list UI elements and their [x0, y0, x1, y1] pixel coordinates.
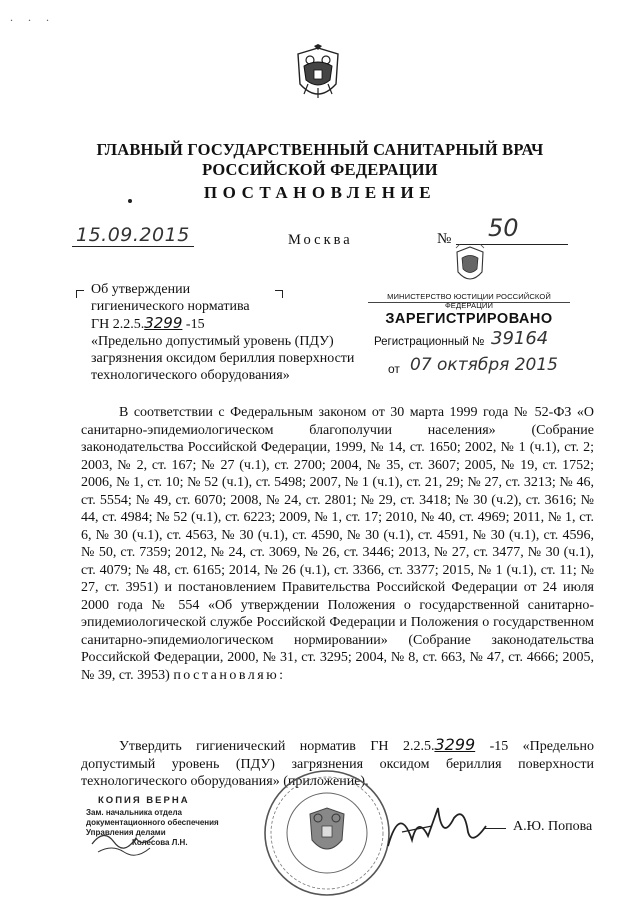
stamp-reg-label: Регистрационный №: [374, 336, 485, 348]
number-label: №: [437, 231, 452, 247]
preamble-text: В соответствии с Федеральным законом от 30 марта 1999 года № 52-ФЗ «О санитарно-эпидемиологическом благополучии населения» (Собрание законодательства Российской Федерации, 1999, № 14, ст. 1650; 2002, № 1 (ч.1), ст. 2; 2003, № 2, ст. 167; № 27 (ч.1), ст. 2700; 2004, № 35, ст. 3607; 2005, № 19, ст. 1752; 2006, № 1, ст. 10; № 52 (ч.1), ст. 5498; 2007, № 1 (ч.1), ст. 21, 29; № 27, ст. 3213; № 46, ст. 5554; № 49, ст. 6070; 2008, № 24, ст. 2801; № 29, ст. 3418; № 30 (ч.2), ст. 3616; № 44, ст. 4984; № 52 (ч.1), ст. 6223; 2009, № 1, ст. 17; 2010, № 40, ст. 4969; 2011, № 1, ст. 6, № 30 (ч.1), ст. 4563, № 30 (ч.1), ст. 4590, № 30 (ч.1), ст. 4591, № 30 (ч.1), ст. 4596, № 50, ст. 7359; 2012, № 24, ст. 3069, № 26, ст. 3446; 2013, № 27, ст. 3477, № 30 (ч.1), ст. 4079; № 48, ст. 6165; 2014, № 26 (ч.1), ст. 3366, ст. 3377; 2015, № 1 (ч.1), ст. 11; № 27, ст. 3951) и постановлением Правительства Российской Федерации от 24 июля 2000 года № 554 «Об утверждении Положения о государственной санитарно-эпидемиологической службе Российской Федерации и Положения о государственном санитарно-эпидемиологическом нормировании» (Собрание законодательства Российской Федерации, 2000, № 31, ст. 3295; 2004, № 8, ст. 663, № 47, ст. 4666; 2005, № 39, ст. 3953): [81, 405, 594, 683]
subject-code-prefix: ГН 2.2.5.: [91, 317, 145, 332]
subject-bracket-left: [76, 290, 84, 298]
approve-suffix: -15 «Предельно допустимый уровень (ПДУ) загрязнения оксидом бериллия поверхности технологического оборудования» (приложение).: [81, 739, 594, 789]
copy-stamp-line5: Колесова Л.Н.: [132, 838, 188, 847]
subject-line4: «Предельно допустимый уровень (ПДУ): [91, 334, 334, 349]
subject-block: [91, 281, 381, 384]
stamp-registered: ЗАРЕГИСТРИРОВАНО: [385, 311, 553, 327]
subject-line5: загрязнения оксидом бериллия поверхности: [91, 351, 355, 366]
registration-stamp: [366, 244, 572, 384]
subject-line2: гигиенического норматива: [91, 299, 250, 314]
official-round-seal-icon: [262, 768, 392, 898]
issuer-title-line1: ГЛАВНЫЙ ГОСУДАРСТВЕННЫЙ САНИТАРНЫЙ ВРАЧ: [96, 140, 544, 159]
copy-stamp-line4: Управления делами: [86, 828, 166, 837]
stamp-from-label: от: [388, 362, 400, 376]
copy-stamp-handwriting-icon: [84, 814, 164, 856]
margin-dot: [128, 199, 132, 203]
signature-icon: [382, 796, 492, 856]
resolve-word: постановляю:: [173, 667, 286, 683]
stamp-emblem-icon: [452, 244, 488, 288]
stamp-ministry: МИНИСТЕРСТВО ЮСТИЦИИ РОССИЙСКОЙ ФЕДЕРАЦИИ: [387, 292, 551, 310]
subject-line6: технологического оборудования»: [91, 368, 290, 383]
document-number: 50: [488, 214, 519, 242]
approve-code-handwritten: 3299: [434, 735, 476, 754]
stamp-divider: [368, 302, 570, 303]
signature-dash: [484, 828, 506, 829]
copy-certified-stamp: [84, 796, 234, 856]
approve-prefix: Утвердить гигиенический норматив ГН 2.2.5.: [119, 739, 435, 754]
date-underline: [72, 246, 194, 247]
copy-stamp-line2: Зам. начальника отдела: [86, 808, 182, 817]
preamble-paragraph: [81, 404, 594, 684]
document-type: ПОСТАНОВЛЕНИЕ: [203, 183, 437, 202]
stamp-reg-number: 39164: [491, 328, 549, 349]
subject-code: [91, 315, 381, 333]
corner-marks: . . .: [10, 10, 55, 24]
signer-name: А.Ю. Попова: [513, 819, 593, 834]
copy-stamp-line1: КОПИЯ ВЕРНА: [98, 795, 190, 806]
document-date: 15.09.2015: [76, 224, 190, 246]
issuer-title-line2: РОССИЙСКОЙ ФЕДЕРАЦИИ: [202, 160, 438, 179]
subject-code-suffix: -15: [182, 317, 205, 332]
stamp-reg-date: 07 октября 2015: [410, 355, 559, 375]
subject-code-handwritten: 3299: [144, 314, 183, 332]
copy-stamp-line3: документационного обеспечения: [86, 818, 219, 827]
document-city: Москва: [288, 232, 353, 248]
coat-of-arms-icon: [290, 44, 346, 106]
subject-line1: Об утверждении: [91, 282, 191, 297]
